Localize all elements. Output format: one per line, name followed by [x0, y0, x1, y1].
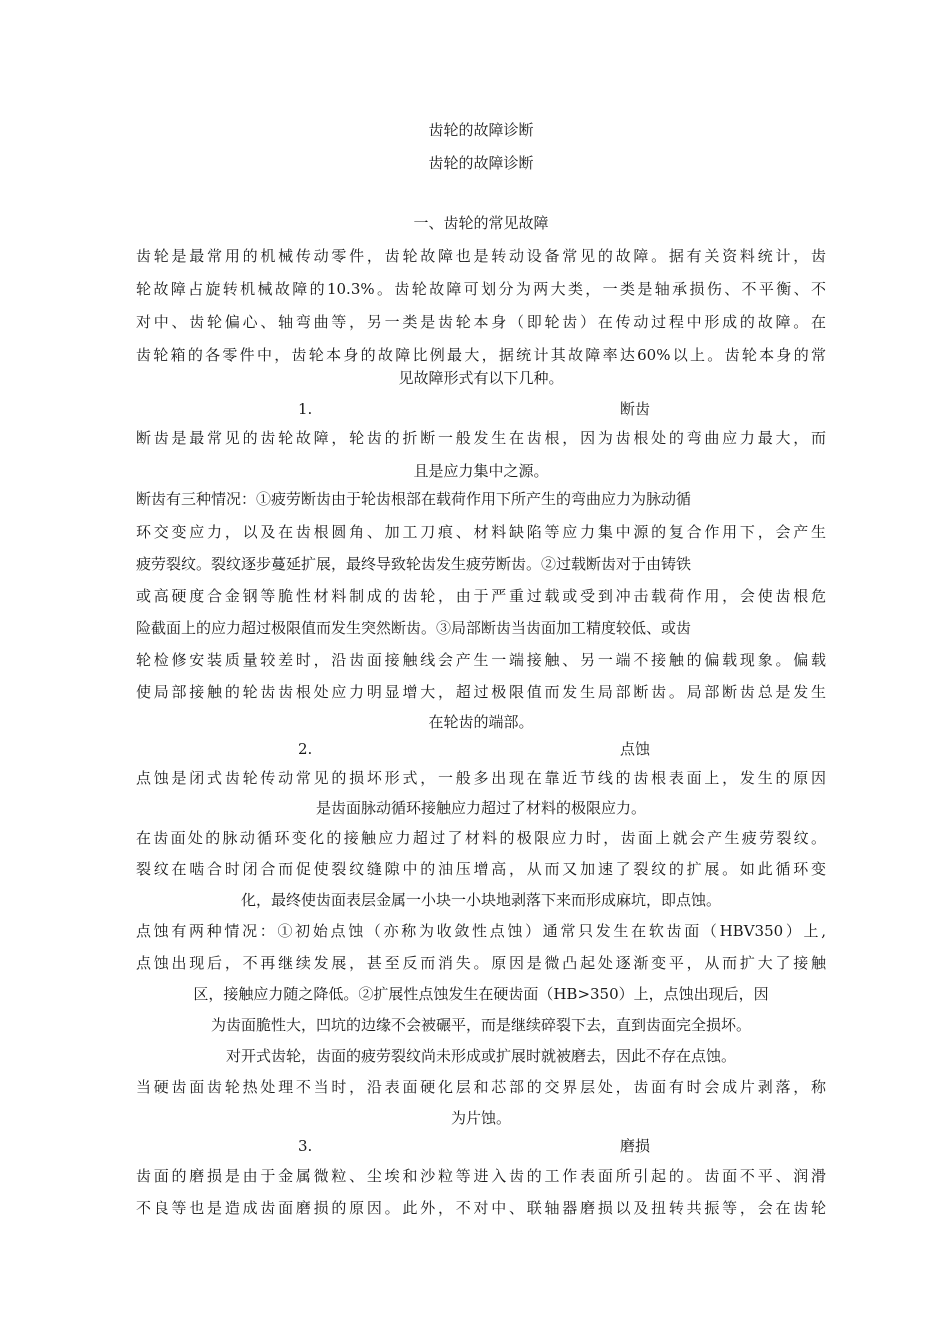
subsection-number: 2.	[298, 740, 313, 758]
paragraph-line: 在轮齿的端部。	[428, 713, 534, 731]
paragraph-line: 齿轮是最常用的机械传动零件，齿轮故障也是转动设备常见的故障。据有关资料统计，齿	[136, 247, 826, 265]
paragraph-line: 点蚀出现后，不再继续发展，甚至反而消失。原因是微凸起处逐渐变平，从而扩大了接触	[136, 954, 826, 972]
paragraph-line: 使局部接触的轮齿齿根处应力明显增大，超过极限值而发生局部断齿。局部断齿总是发生	[136, 683, 826, 701]
subsection-number: 3.	[298, 1137, 313, 1155]
subsection-title: 断齿	[620, 400, 651, 418]
doc-subtitle: 齿轮的故障诊断	[428, 154, 534, 172]
subsection-number: 1.	[298, 400, 313, 418]
paragraph-line: 且是应力集中之源。	[413, 462, 549, 480]
paragraph-line: 疲劳裂纹。裂纹逐步蔓延扩展，最终导致轮齿发生疲劳断齿。②过载断齿对于由铸铁	[136, 555, 692, 573]
paragraph-line: 是齿面脉动循环接触应力超过了材料的极限应力。	[315, 799, 646, 817]
paragraph-line: 不良等也是造成齿面磨损的原因。此外，不对中、联轴器磨损以及扭转共振等，会在齿轮	[136, 1199, 826, 1217]
paragraph-line: 齿轮箱的各零件中，齿轮本身的故障比例最大，据统计其故障率达60%以上。齿轮本身的常	[136, 346, 826, 364]
paragraph-line: 当硬齿面齿轮热处理不当时，沿表面硬化层和芯部的交界层处，齿面有时会成片剥落，称	[136, 1078, 826, 1096]
paragraph-line: 断齿有三种情况：①疲劳断齿由于轮齿根部在载荷作用下所产生的弯曲应力为脉动循	[136, 490, 692, 508]
paragraph-line: 为片蚀。	[450, 1109, 511, 1127]
paragraph-line: 环交变应力，以及在齿根圆角、加工刀痕、材料缺陷等应力集中源的复合作用下，会产生	[136, 523, 826, 541]
paragraph-line: 裂纹在啮合时闭合而促使裂纹缝隙中的油压增高，从而又加速了裂纹的扩展。如此循环变	[136, 860, 826, 878]
section-heading-1: 一、齿轮的常见故障	[413, 214, 549, 232]
subsection-title: 磨损	[620, 1137, 651, 1155]
paragraph-line: 或高硬度合金钢等脆性材料制成的齿轮，由于严重过载或受到冲击载荷作用，会使齿根危	[136, 587, 826, 605]
paragraph-line: 险截面上的应力超过极限值而发生突然断齿。③局部断齿当齿面加工精度较低、或齿	[136, 619, 692, 637]
paragraph-line: 轮检修安装质量较差时，沿齿面接触线会产生一端接触、另一端不接触的偏载现象。偏载	[136, 651, 826, 669]
paragraph-line: 对开式齿轮，齿面的疲劳裂纹尚未形成或扩展时就被磨去，因此不存在点蚀。	[225, 1047, 736, 1065]
doc-title: 齿轮的故障诊断	[428, 121, 534, 139]
subsection-title: 点蚀	[620, 740, 651, 758]
paragraph-line: 断齿是最常见的齿轮故障，轮齿的折断一般发生在齿根，因为齿根处的弯曲应力最大，而	[136, 429, 826, 447]
paragraph-line: 点蚀有两种情况：①初始点蚀（亦称为收敛性点蚀）通常只发生在软齿面（HBV350）上,	[136, 922, 826, 940]
paragraph-line: 点蚀是闭式齿轮传动常见的损坏形式，一般多出现在靠近节线的齿根表面上，发生的原因	[136, 769, 826, 787]
paragraph-line: 齿面的磨损是由于金属微粒、尘埃和沙粒等进入齿的工作表面所引起的。齿面不平、润滑	[136, 1167, 826, 1185]
paragraph-line: 在齿面处的脉动循环变化的接触应力超过了材料的极限应力时，齿面上就会产生疲劳裂纹。	[136, 829, 826, 847]
paragraph-line: 对中、齿轮偏心、轴弯曲等，另一类是齿轮本身（即轮齿）在传动过程中形成的故障。在	[136, 313, 826, 331]
paragraph-line: 轮故障占旋转机械故障的10.3%。齿轮故障可划分为两大类，一类是轴承损伤、不平衡、不	[136, 280, 826, 298]
paragraph-line: 为齿面脆性大，凹坑的边缘不会被碾平，而是继续碎裂下去，直到齿面完全损坏。	[210, 1016, 751, 1034]
paragraph-line: 区，接触应力随之降低。②扩展性点蚀发生在硬齿面（HB>350）上，点蚀出现后，因	[193, 985, 769, 1003]
paragraph-line: 见故障形式有以下几种。	[398, 369, 564, 387]
paragraph-line: 化，最终使齿面表层金属一小块一小块地剥落下来而形成麻坑，即点蚀。	[240, 891, 721, 909]
